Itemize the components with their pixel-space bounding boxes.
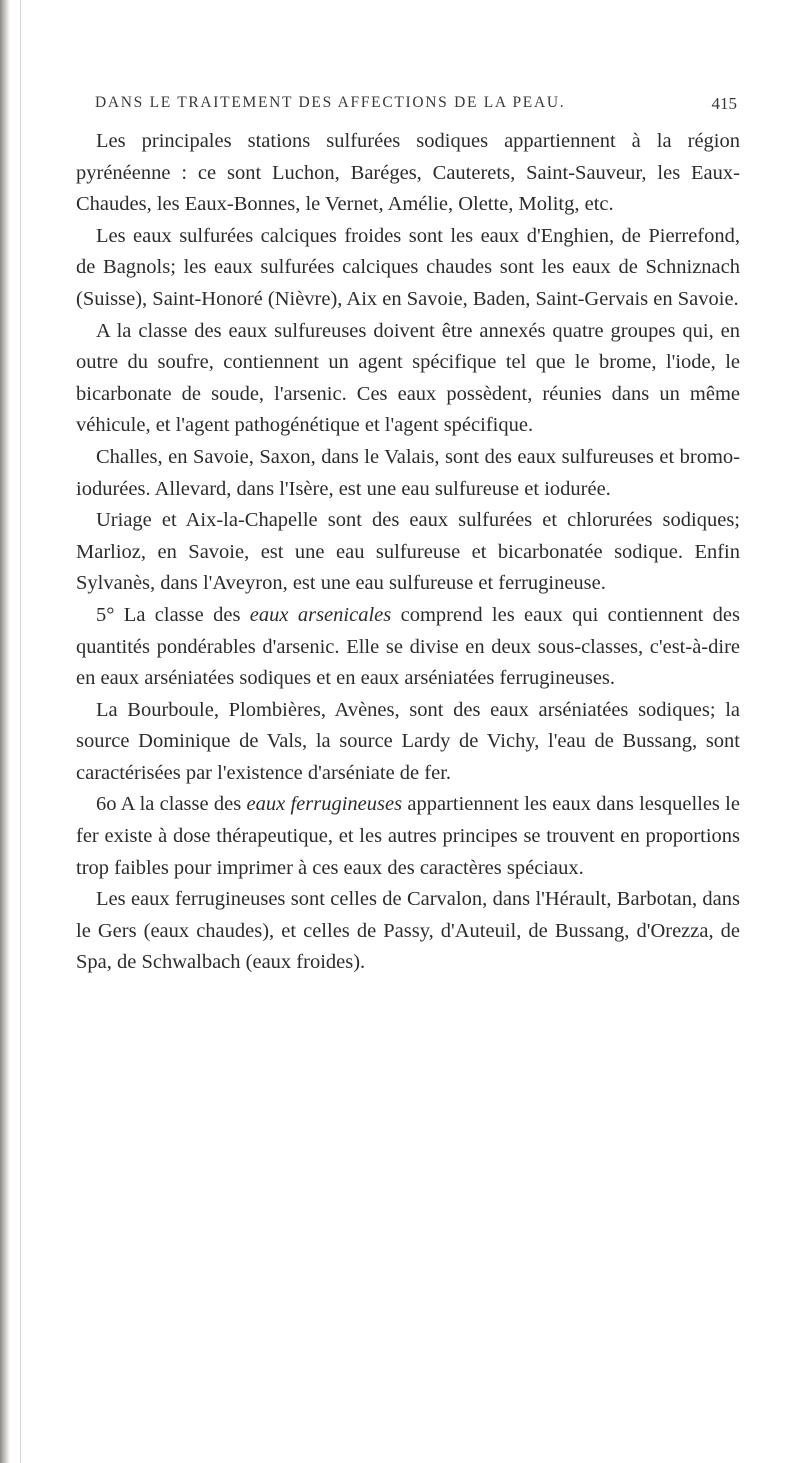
paragraph-annexes: A la classe des eaux sulfureuses doivent être annexés quatre groupes qui, en outre du soufre, contiennent un agent spécifique tel que le brome, l'iode, le bicarbonate de soude, l'arsenic. Ces eaux possèdent, réunies dans un même véhicule, et l'agent pathogénétique et l'agent spécifique.	[76, 319, 740, 437]
paragraph-arsenicales	[76, 600, 740, 695]
paragraph-arseniatees: La Bourboule, Plombières, Avènes, sont des eaux arséniatées sodiques; la source Dominique de Vals, la source Lardy de Vichy, l'eau de Bussang, sont caractérisées par l'existence d'arséniate de fer.	[76, 698, 740, 784]
paragraph-rest: appartiennent les eaux dans lesquelles le fer existe à dose thérapeutique, et les autres principes se trouvent en proportions trop faibles pour imprimer à ces eaux des caractères spéciaux.	[76, 793, 740, 879]
page-binding-edge	[0, 0, 10, 1463]
body-text	[76, 126, 740, 979]
paragraph-bromo-iodurees: Challes, en Savoie, Saxon, dans le Valais, sont des eaux sulfureuses et bromo-iodurées. Allevard, dans l'Isère, est une eau sulfureuse et iodurée.	[76, 445, 740, 500]
class-name-emphasis: eaux arsenicales	[249, 603, 392, 626]
paragraph-lead: 6o A la classe des	[96, 793, 247, 816]
running-title: DANS LE TRAITEMENT DES AFFECTIONS DE LA PEAU.	[95, 94, 566, 111]
paragraph-sulfurees-calciques: Les eaux sulfurées calciques froides sont les eaux d'Enghien, de Pierrefond, de Bagnols; les eaux sulfurées calciques chaudes sont les eaux de Schniznach (Suisse), Saint-Honoré (Nièvre), Aix en Savoie, Baden, Saint-Gervais en Savoie.	[76, 224, 740, 310]
paragraph-chlorurees: Uriage et Aix-la-Chapelle sont des eaux sulfurées et chlorurées sodiques; Marlioz, en Savoie, est une eau sulfureuse et bicarbonatée sodique. Enfin Sylvanès, dans l'Aveyron, est une eau sulfureuse et ferrugineuse.	[76, 509, 740, 595]
class-name-emphasis: eaux ferrugineuses	[246, 793, 403, 816]
page-binding-line	[20, 0, 21, 1463]
paragraph-sulfurees-sodiques: Les principales stations sulfurées sodiques appartiennent à la région pyrénéenne : ce sont Luchon, Baréges, Cauterets, Saint-Sauveur, les Eaux-Chaudes, les Eaux-Bonnes, le Vernet, Amélie, Olette, Molitg, etc.	[76, 130, 740, 216]
paragraph-ferrugineuses	[76, 789, 740, 884]
page-number: 415	[711, 94, 737, 113]
paragraph-rest: comprend les eaux qui contiennent des quantités pondérables d'arsenic. Elle se divise en deux sous-classes, c'est-à-dire en eaux arséniatées sodiques et en eaux arséniatées ferrugineuses.	[76, 603, 740, 690]
page-header	[95, 94, 737, 118]
paragraph-ferrugineuses-list: Les eaux ferrugineuses sont celles de Carvalon, dans l'Hérault, Barbotan, dans le Gers (eaux chaudes), et celles de Passy, d'Auteuil, de Bussang, d'Orezza, de Spa, de Schwalbach (eaux froides).	[76, 888, 740, 974]
paragraph-lead: 5° La classe des	[96, 603, 250, 626]
